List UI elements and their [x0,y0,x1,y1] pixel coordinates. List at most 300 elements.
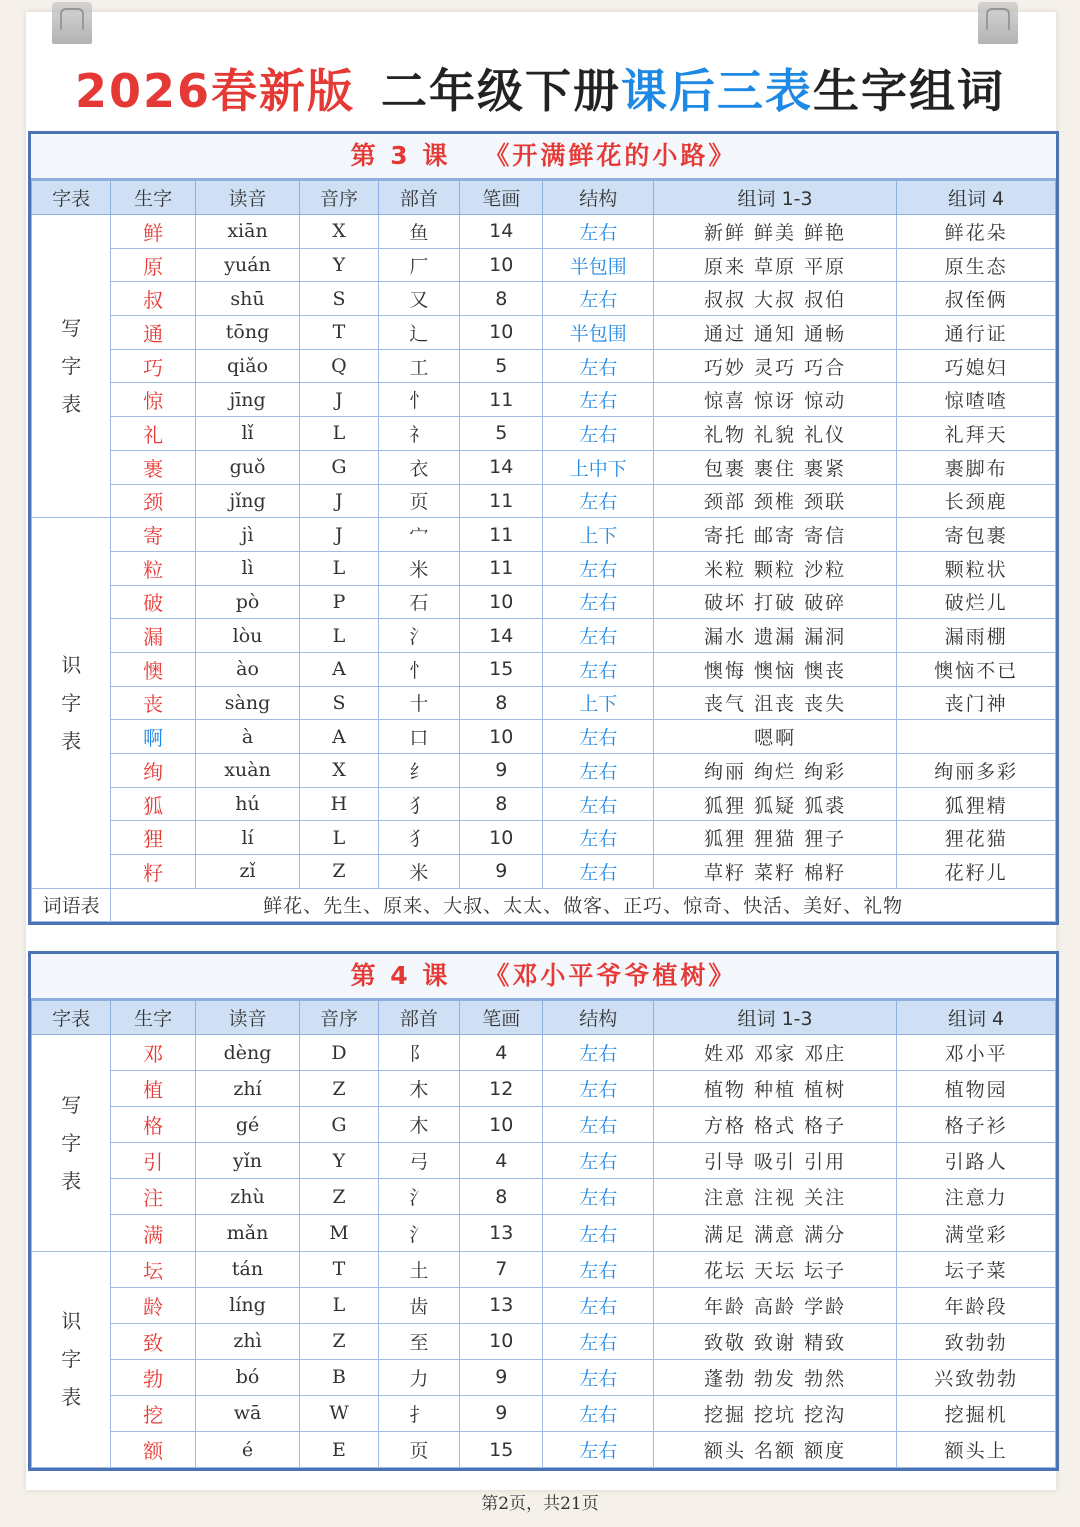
structure-cell: 左右 [543,1035,654,1071]
page-footer: 第2页，共21页 [481,1494,599,1514]
strokes-cell: 7 [460,1251,543,1287]
structure-cell: 上下 [543,518,654,552]
initial-cell: X [300,215,378,249]
character-cell: 裹 [111,450,195,484]
pinyin-cell: yǐn [195,1143,300,1179]
initial-cell: Z [300,1323,378,1359]
word4-cell: 礼拜天 [897,417,1056,451]
word4-cell: 寄包裹 [897,518,1056,552]
strokes-cell: 10 [460,720,543,754]
initial-cell: L [300,821,378,855]
strokes-cell: 4 [460,1143,543,1179]
words-cell: 礼物 礼貌 礼仪 [653,417,896,451]
word4-cell: 满堂彩 [897,1215,1056,1251]
column-header: 组词 4 [897,181,1056,215]
initial-cell: Y [300,1143,378,1179]
table-row [32,1359,1056,1395]
pinyin-cell: líng [195,1287,300,1323]
table-row [32,855,1056,889]
radical-cell: 又 [378,282,459,316]
words-cell: 寄托 邮寄 寄信 [653,518,896,552]
radical-cell: 氵 [378,1215,459,1251]
binder-clip-icon [52,2,92,44]
words-cell: 注意 注视 关注 [653,1179,896,1215]
character-cell: 啊 [111,720,195,754]
column-header: 笔画 [460,1001,543,1035]
word4-cell: 注意力 [897,1179,1056,1215]
initial-cell: A [300,720,378,754]
character-cell: 籽 [111,855,195,889]
character-cell: 巧 [111,349,195,383]
initial-cell: X [300,754,378,788]
strokes-cell: 4 [460,1035,543,1071]
radical-cell: 至 [378,1323,459,1359]
strokes-cell: 8 [460,282,543,316]
structure-cell: 左右 [543,787,654,821]
table-row [32,248,1056,282]
lesson-number: 第 4 课 [350,961,451,990]
radical-cell: 鱼 [378,215,459,249]
character-cell: 寄 [111,518,195,552]
radical-cell: 阝 [378,1035,459,1071]
structure-cell: 左右 [543,1287,654,1323]
words-cell: 额头 名额 额度 [653,1432,896,1468]
pinyin-cell: mǎn [195,1215,300,1251]
structure-cell: 左右 [543,652,654,686]
character-cell: 格 [111,1107,195,1143]
words-cell: 丧气 沮丧 丧失 [653,686,896,720]
binder-clip-icon [978,2,1018,44]
word4-cell: 原生态 [897,248,1056,282]
group-label: 识 字 表 [32,1251,111,1468]
pinyin-cell: lǐ [195,417,300,451]
words-cell: 致敬 致谢 精致 [653,1323,896,1359]
character-cell: 狸 [111,821,195,855]
radical-cell: 扌 [378,1395,459,1431]
radical-cell: 厂 [378,248,459,282]
strokes-cell: 13 [460,1215,543,1251]
word4-cell: 懊恼不已 [897,652,1056,686]
radical-cell: 木 [378,1107,459,1143]
initial-cell: E [300,1432,378,1468]
table-row [32,1323,1056,1359]
word4-cell: 致勃勃 [897,1323,1056,1359]
initial-cell: Z [300,855,378,889]
table-row [32,1251,1056,1287]
initial-cell: A [300,652,378,686]
pinyin-cell: zhí [195,1071,300,1107]
pinyin-cell: qiǎo [195,349,300,383]
initial-cell: P [300,585,378,619]
strokes-cell: 9 [460,1395,543,1431]
structure-cell: 左右 [543,1395,654,1431]
words-cell: 引导 吸引 引用 [653,1143,896,1179]
pinyin-cell: guǒ [195,450,300,484]
ciyu-label: 词语表 [32,888,111,921]
radical-cell: 忄 [378,383,459,417]
radical-cell: 木 [378,1071,459,1107]
column-header: 生字 [111,181,195,215]
character-cell: 惊 [111,383,195,417]
structure-cell: 左右 [543,585,654,619]
character-cell: 注 [111,1179,195,1215]
column-header: 字表 [32,181,111,215]
words-cell: 植物 种植 植树 [653,1071,896,1107]
strokes-cell: 15 [460,1432,543,1468]
word4-cell: 植物园 [897,1071,1056,1107]
table-row [32,1143,1056,1179]
strokes-cell: 9 [460,1359,543,1395]
initial-cell: L [300,1287,378,1323]
structure-cell: 左右 [543,383,654,417]
radical-cell: 弓 [378,1143,459,1179]
word4-cell: 花籽儿 [897,855,1056,889]
table-row [32,383,1056,417]
title-highlight: 课后三表 [621,64,814,118]
strokes-cell: 5 [460,417,543,451]
word4-cell: 漏雨棚 [897,619,1056,653]
table-row [32,1287,1056,1323]
pinyin-cell: lì [195,551,300,585]
initial-cell: H [300,787,378,821]
word4-cell: 鲜花朵 [897,215,1056,249]
strokes-cell: 10 [460,316,543,350]
lesson-name: 《邓小平爷爷植树》 [484,961,737,990]
words-cell: 嗯啊 [653,720,896,754]
strokes-cell: 9 [460,754,543,788]
column-header: 结构 [543,1001,654,1035]
word4-cell: 破烂儿 [897,585,1056,619]
pinyin-cell: tán [195,1251,300,1287]
radical-cell: 石 [378,585,459,619]
character-cell: 坛 [111,1251,195,1287]
pinyin-cell: gé [195,1107,300,1143]
word4-cell: 绚丽多彩 [897,754,1056,788]
structure-cell: 左右 [543,619,654,653]
structure-cell: 半包围 [543,248,654,282]
radical-cell: 犭 [378,787,459,821]
initial-cell: D [300,1035,378,1071]
strokes-cell: 13 [460,1287,543,1323]
title-edition: 春新版 [211,64,356,118]
column-header: 字表 [32,1001,111,1035]
word4-cell: 叔侄俩 [897,282,1056,316]
strokes-cell: 14 [460,619,543,653]
column-header: 组词 1-3 [653,1001,896,1035]
character-cell: 叔 [111,282,195,316]
radical-cell: 礻 [378,417,459,451]
words-cell: 狐狸 狐疑 狐裘 [653,787,896,821]
column-header: 音序 [300,1001,378,1035]
structure-cell: 上中下 [543,450,654,484]
radical-cell: 工 [378,349,459,383]
radical-cell: 齿 [378,1287,459,1323]
strokes-cell: 8 [460,787,543,821]
title-year: 2026 [74,64,212,118]
strokes-cell: 8 [460,686,543,720]
character-cell: 满 [111,1215,195,1251]
structure-cell: 左右 [543,855,654,889]
column-header: 部首 [378,1001,459,1035]
page-title [30,55,1050,125]
structure-cell: 左右 [543,1323,654,1359]
radical-cell: 纟 [378,754,459,788]
character-cell: 邓 [111,1035,195,1071]
words-cell: 惊喜 惊讶 惊动 [653,383,896,417]
radical-cell: 氵 [378,1179,459,1215]
group-label: 写 字 表 [32,215,111,518]
strokes-cell: 11 [460,383,543,417]
words-cell: 原来 草原 平原 [653,248,896,282]
strokes-cell: 11 [460,484,543,518]
initial-cell: S [300,282,378,316]
character-cell: 致 [111,1323,195,1359]
words-cell: 包裹 裹住 裹紧 [653,450,896,484]
strokes-cell: 14 [460,215,543,249]
group-label: 写 字 表 [32,1035,111,1252]
table-row [32,585,1056,619]
initial-cell: L [300,551,378,585]
radical-cell: 宀 [378,518,459,552]
table-row [32,1071,1056,1107]
word4-cell: 巧媳妇 [897,349,1056,383]
words-cell: 漏水 遗漏 漏洞 [653,619,896,653]
strokes-cell: 12 [460,1071,543,1107]
pinyin-cell: pò [195,585,300,619]
structure-cell: 左右 [543,1071,654,1107]
strokes-cell: 15 [460,652,543,686]
character-cell: 挖 [111,1395,195,1431]
character-cell: 勃 [111,1359,195,1395]
initial-cell: G [300,1107,378,1143]
word4-cell: 通行证 [897,316,1056,350]
initial-cell: M [300,1215,378,1251]
initial-cell: G [300,450,378,484]
structure-cell: 左右 [543,720,654,754]
word4-cell: 格子衫 [897,1107,1056,1143]
character-cell: 绚 [111,754,195,788]
words-cell: 新鲜 鲜美 鲜艳 [653,215,896,249]
table-row [32,316,1056,350]
strokes-cell: 10 [460,248,543,282]
column-header: 组词 4 [897,1001,1056,1035]
word4-cell: 坛子菜 [897,1251,1056,1287]
pinyin-cell: jǐng [195,484,300,518]
group-label: 识 字 表 [32,518,111,889]
radical-cell: 十 [378,686,459,720]
word4-cell: 狐狸精 [897,787,1056,821]
character-cell: 颈 [111,484,195,518]
lesson-heading [31,134,1056,180]
pinyin-cell: lí [195,821,300,855]
pinyin-cell: zǐ [195,855,300,889]
table-row [32,1215,1056,1251]
column-header: 笔画 [460,181,543,215]
structure-cell: 左右 [543,551,654,585]
table-row [32,1035,1056,1071]
structure-cell: 左右 [543,282,654,316]
character-cell: 懊 [111,652,195,686]
column-header: 结构 [543,181,654,215]
strokes-cell: 10 [460,1107,543,1143]
pinyin-cell: lòu [195,619,300,653]
initial-cell: J [300,484,378,518]
pinyin-cell: yuán [195,248,300,282]
words-cell: 姓邓 邓家 邓庄 [653,1035,896,1071]
pinyin-cell: tōng [195,316,300,350]
table-row [32,349,1056,383]
initial-cell: J [300,383,378,417]
strokes-cell: 11 [460,518,543,552]
pinyin-cell: é [195,1432,300,1468]
character-cell: 通 [111,316,195,350]
lesson-3-card [28,131,1059,925]
word4-cell: 引路人 [897,1143,1056,1179]
words-cell: 通过 通知 通畅 [653,316,896,350]
character-cell: 额 [111,1432,195,1468]
radical-cell: 氵 [378,619,459,653]
word4-cell: 年龄段 [897,1287,1056,1323]
table-row [32,551,1056,585]
pinyin-cell: dèng [195,1035,300,1071]
words-cell: 草籽 菜籽 棉籽 [653,855,896,889]
word4-cell: 兴致勃勃 [897,1359,1056,1395]
initial-cell: Z [300,1179,378,1215]
words-cell: 米粒 颗粒 沙粒 [653,551,896,585]
table-row [32,417,1056,451]
radical-cell: 忄 [378,652,459,686]
structure-cell: 左右 [543,1251,654,1287]
character-cell: 龄 [111,1287,195,1323]
initial-cell: S [300,686,378,720]
table-row [32,1107,1056,1143]
radical-cell: 衣 [378,450,459,484]
pinyin-cell: wā [195,1395,300,1431]
structure-cell: 半包围 [543,316,654,350]
table-row [32,1395,1056,1431]
strokes-cell: 11 [460,551,543,585]
character-cell: 狐 [111,787,195,821]
table-row [32,619,1056,653]
table-row [32,282,1056,316]
lesson-name: 《开满鲜花的小路》 [484,141,737,170]
word4-cell: 惊喳喳 [897,383,1056,417]
structure-cell: 左右 [543,484,654,518]
column-header: 音序 [300,181,378,215]
strokes-cell: 14 [460,450,543,484]
pinyin-cell: hú [195,787,300,821]
radical-cell: 米 [378,855,459,889]
pinyin-cell: jì [195,518,300,552]
structure-cell: 左右 [543,1432,654,1468]
table-row [32,1432,1056,1468]
initial-cell: Z [300,1071,378,1107]
structure-cell: 左右 [543,821,654,855]
initial-cell: B [300,1359,378,1395]
word4-cell: 裹脚布 [897,450,1056,484]
words-cell: 狐狸 狸猫 狸子 [653,821,896,855]
table-row [32,1179,1056,1215]
radical-cell: 米 [378,551,459,585]
initial-cell: T [300,316,378,350]
structure-cell: 左右 [543,417,654,451]
ciyu-row [32,888,1056,921]
character-cell: 粒 [111,551,195,585]
strokes-cell: 10 [460,1323,543,1359]
radical-cell: 页 [378,484,459,518]
structure-cell: 上下 [543,686,654,720]
pinyin-cell: zhì [195,1323,300,1359]
word4-cell: 邓小平 [897,1035,1056,1071]
word4-cell: 长颈鹿 [897,484,1056,518]
radical-cell: 力 [378,1359,459,1395]
strokes-cell: 9 [460,855,543,889]
words-cell: 满足 满意 满分 [653,1215,896,1251]
radical-cell: 犭 [378,821,459,855]
table-row [32,215,1056,249]
character-cell: 破 [111,585,195,619]
structure-cell: 左右 [543,1143,654,1179]
pinyin-cell: ào [195,652,300,686]
radical-cell: 页 [378,1432,459,1468]
pinyin-cell: sàng [195,686,300,720]
structure-cell: 左右 [543,1215,654,1251]
structure-cell: 左右 [543,349,654,383]
pinyin-cell: jīng [195,383,300,417]
words-cell: 蓬勃 勃发 勃然 [653,1359,896,1395]
word4-cell: 颗粒状 [897,551,1056,585]
column-header: 部首 [378,181,459,215]
structure-cell: 左右 [543,754,654,788]
initial-cell: T [300,1251,378,1287]
character-cell: 鲜 [111,215,195,249]
strokes-cell: 10 [460,821,543,855]
strokes-cell: 8 [460,1179,543,1215]
words-cell: 叔叔 大叔 叔伯 [653,282,896,316]
pinyin-cell: à [195,720,300,754]
lesson-3-table [31,180,1056,922]
character-cell: 礼 [111,417,195,451]
initial-cell: J [300,518,378,552]
table-row [32,754,1056,788]
word4-cell: 挖掘机 [897,1395,1056,1431]
words-cell: 挖掘 挖坑 挖沟 [653,1395,896,1431]
radical-cell: 口 [378,720,459,754]
strokes-cell: 5 [460,349,543,383]
table-row [32,821,1056,855]
column-header: 读音 [195,1001,300,1035]
table-row [32,450,1056,484]
structure-cell: 左右 [543,215,654,249]
lesson-4-card [28,951,1059,1471]
initial-cell: L [300,417,378,451]
character-cell: 引 [111,1143,195,1179]
lesson-number: 第 3 课 [350,141,451,170]
words-cell: 巧妙 灵巧 巧合 [653,349,896,383]
words-cell: 花坛 天坛 坛子 [653,1251,896,1287]
table-row [32,484,1056,518]
title-suffix: 生字组词 [813,64,1006,118]
character-cell: 漏 [111,619,195,653]
table-row [32,787,1056,821]
strokes-cell: 10 [460,585,543,619]
initial-cell: Q [300,349,378,383]
structure-cell: 左右 [543,1179,654,1215]
words-cell: 绚丽 绚烂 绚彩 [653,754,896,788]
character-cell: 丧 [111,686,195,720]
pinyin-cell: shū [195,282,300,316]
radical-cell: 辶 [378,316,459,350]
